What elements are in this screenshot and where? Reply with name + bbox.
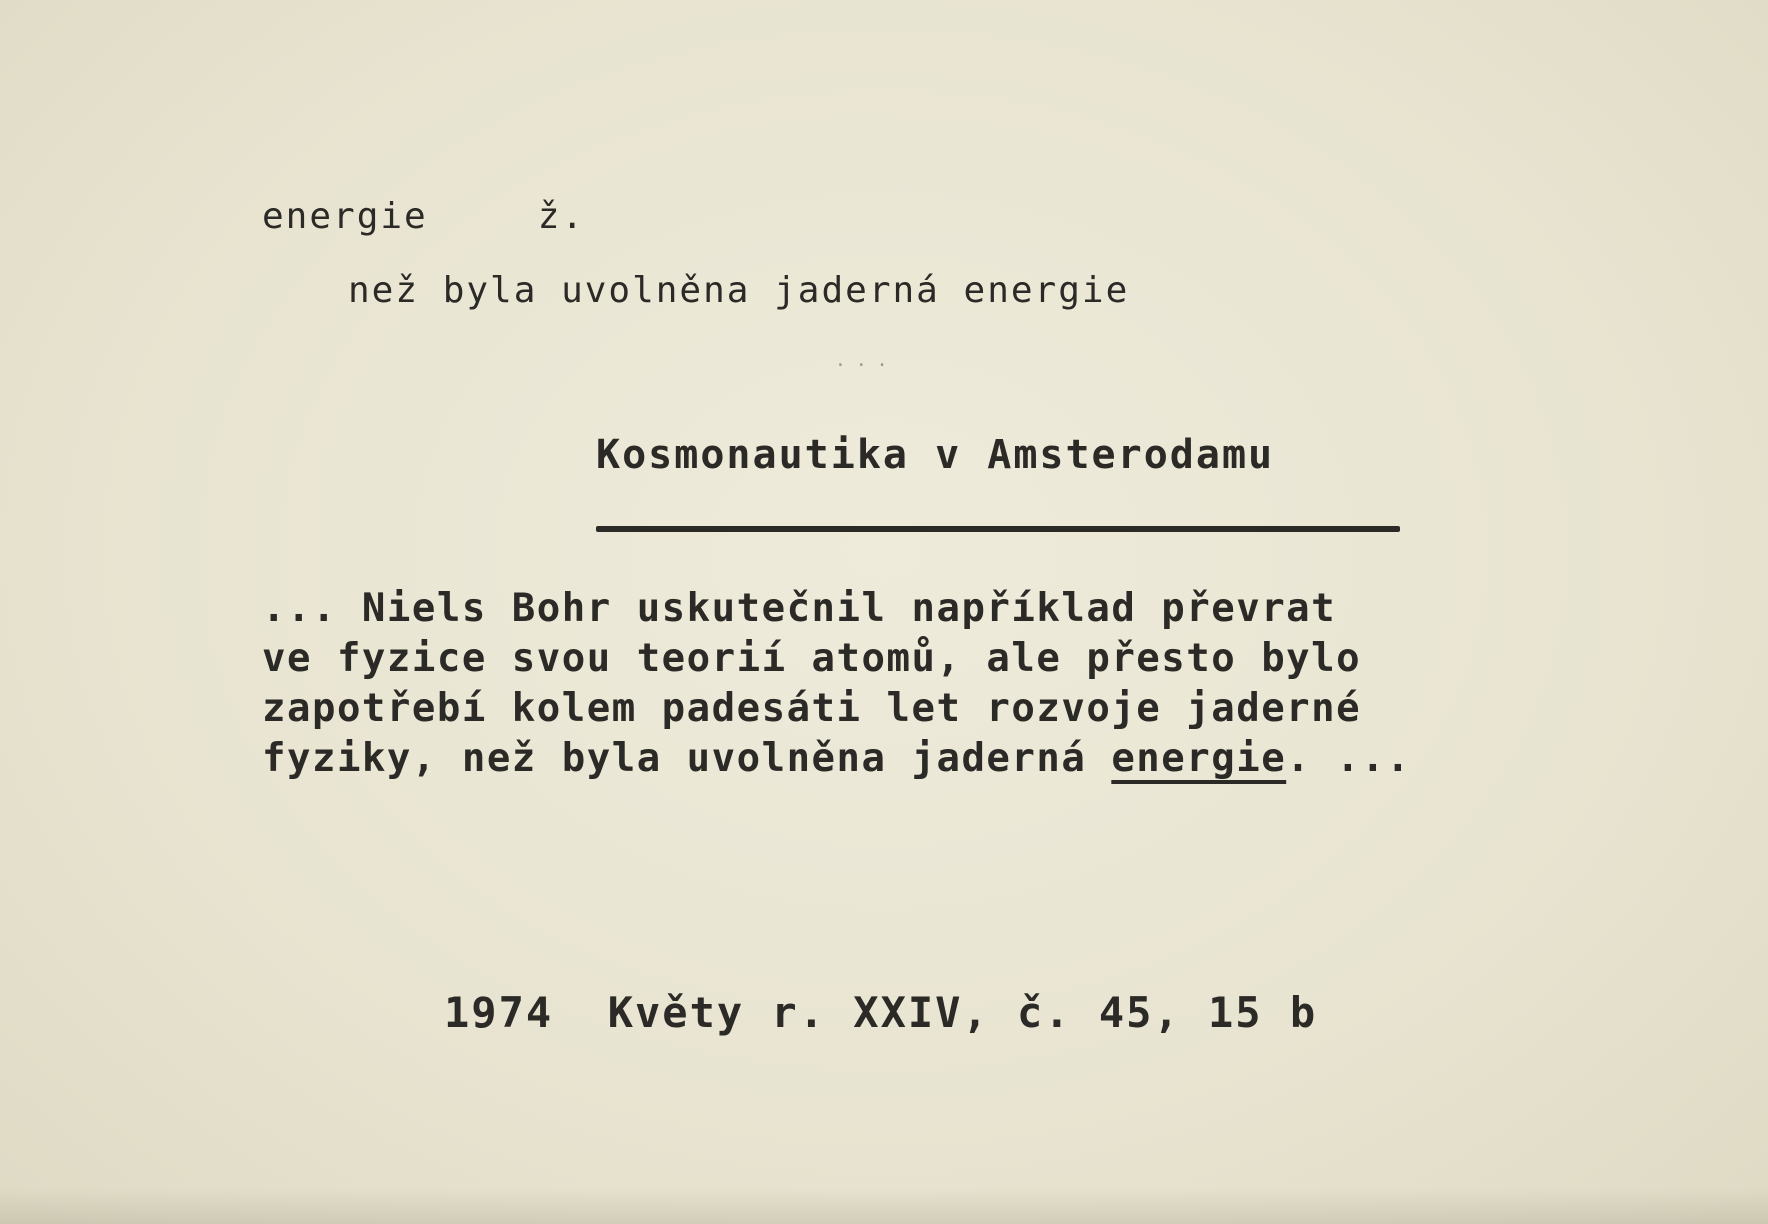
- quote-line-4-end: . ...: [1286, 736, 1412, 781]
- quote-line-1: ... Niels Bohr uskutečnil například převrat: [262, 586, 1337, 631]
- card-bottom-edge: [0, 1188, 1768, 1224]
- quote-line-2: ve fyzice svou teorií atomů, ale přesto bylo: [262, 636, 1362, 681]
- grammatical-gender: ž.: [537, 196, 586, 237]
- quote-line-3: zapotřebí kolem padesáti let rozvoje jaderné: [262, 686, 1362, 731]
- article-title: Kosmonautika v Amsterodamu: [596, 432, 1275, 478]
- context-phrase: než byla uvolněna jaderná energie: [348, 270, 1130, 311]
- quotation: [262, 584, 1411, 784]
- title-underline: [596, 526, 1400, 532]
- quote-line-4-start: fyziky, než byla uvolněna jaderná: [262, 736, 1112, 781]
- quote-line-4: [262, 734, 1411, 784]
- underlined-keyword: energie: [1111, 736, 1287, 781]
- headword: energie: [262, 196, 428, 237]
- faint-dots: ...: [835, 350, 898, 371]
- source-citation: 1974 Květy r. XXIV, č. 45, 15 b: [444, 988, 1318, 1037]
- headword-line: [262, 196, 585, 237]
